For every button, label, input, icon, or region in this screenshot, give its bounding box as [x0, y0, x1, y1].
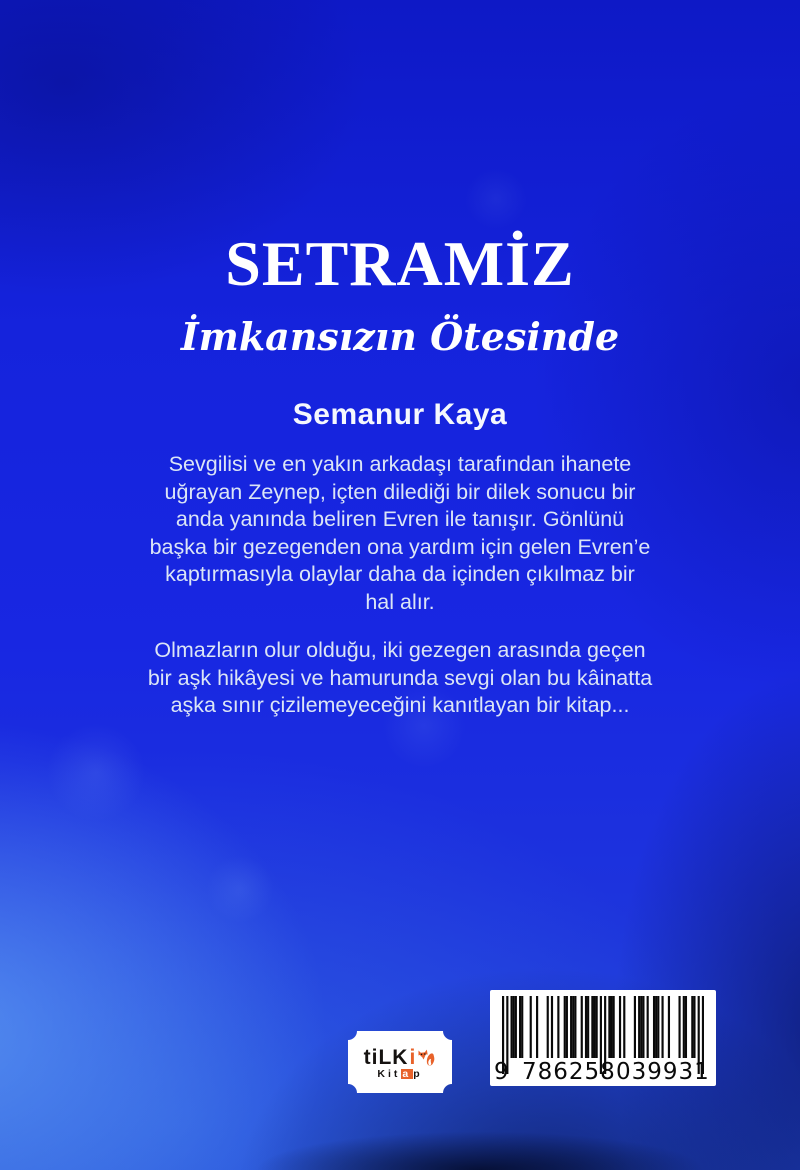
synopsis-line: Olmazların olur olduğu, iki gezegen arasında geçen — [154, 638, 646, 662]
synopsis-line: anda yanında beliren Evren ile tanışır. Gönlünü — [175, 507, 625, 531]
author-name: Semanur Kaya — [292, 398, 508, 431]
synopsis-line: uğrayan Zeynep, içten dilediği bir dilek sonucu bir — [164, 479, 636, 504]
book-title: SETRAMİZ — [225, 228, 575, 299]
publisher-wordmark — [364, 1047, 437, 1068]
publisher-wordmark-black: tiLK — [363, 1045, 409, 1069]
publisher-logo-badge — [348, 1031, 452, 1093]
book-subtitle: İmkansızın Ötesinde — [180, 314, 620, 359]
publisher-subtext-accent: a — [402, 1067, 412, 1080]
synopsis-paragraph-1 — [100, 451, 700, 616]
synopsis-line: başka bir gezegenden ona yardım için gelen Evren’e — [149, 534, 651, 559]
publisher-subtext-post: p — [413, 1067, 423, 1080]
isbn-barcode — [490, 990, 716, 1086]
isbn-left-group: 786258 — [522, 1059, 616, 1085]
synopsis-line: hal alır. — [365, 589, 435, 614]
synopsis-paragraph-2 — [100, 637, 700, 720]
publisher-logo — [348, 1031, 452, 1093]
synopsis-line: aşka sınır çizilemeyeceğini kanıtlayan bir kitap... — [170, 693, 630, 717]
isbn-first-digit: 9 — [494, 1059, 509, 1085]
synopsis-line: bir aşk hikâyesi ve hamurunda sevgi olan bu kâinatta — [147, 665, 653, 690]
synopsis-line: Sevgilisi ve en yakın arkadaşı tarafından ihanete — [168, 452, 632, 476]
fox-icon — [416, 1048, 436, 1068]
publisher-subtext — [377, 1069, 422, 1080]
isbn-right-group: 039931 — [616, 1059, 710, 1085]
publisher-subtext-pre: Kit — [377, 1067, 401, 1080]
synopsis-line: kaptırmasıyla olaylar daha da içinden çıkılmaz bir — [165, 562, 635, 586]
publisher-wordmark-accent: i — [409, 1045, 416, 1069]
